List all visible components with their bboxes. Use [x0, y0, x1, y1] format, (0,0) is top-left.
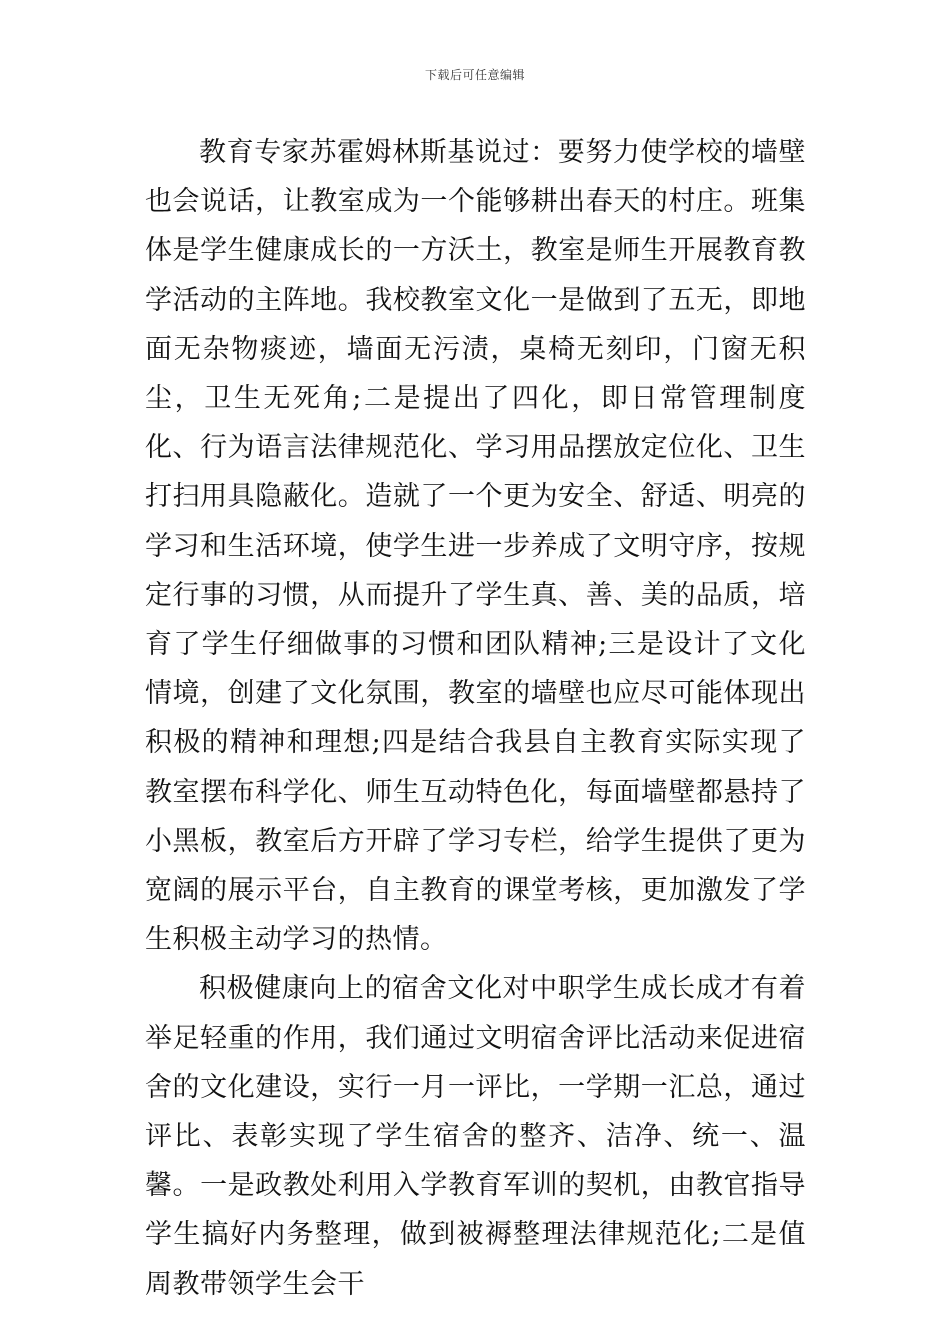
- download-note: 下载后可任意编辑: [424, 68, 525, 82]
- paragraph-classroom-culture: 教育专家苏霍姆林斯基说过：要努力使学校的墙壁也会说话，让教室成为一个能够耕出春天的村庄。班集体是学生健康成长的一方沃土，教室是师生开展教育教学活动的主阵地。我校教室文化一是做到了五无，即地面无杂物痰迹，墙面无污渍，桌椅无刻印，门窗无积尘，卫生无死角;二是提出了四化，即日常管理制度化、行为语言法律规范化、学习用品摆放定位化、卫生打扫用具隐蔽化。造就了一个更为安全、舒适、明亮的学习和生活环境，使学生进一步养成了文明守序，按规定行事的习惯，从而提升了学生真、善、美的品质，培育了学生仔细做事的习惯和团队精神;三是设计了文化情境，创建了文化氛围，教室的墙壁也应尽可能体现出积极的精神和理想;四是结合我县自主教育实际实现了教室摆布科学化、师生互动特色化，每面墙壁都悬持了小黑板，教室后方开辟了学习专栏，给学生提供了更为宽阔的展示平台，自主教育的课堂考核，更加激发了学生积极主动学习的热情。: [145, 137, 806, 956]
- paragraph-dormitory-culture: 积极健康向上的宿舍文化对中职学生成长成才有着举足轻重的作用，我们通过文明宿舍评比活动来促进宿舍的文化建设，实行一月一评比，一学期一汇总，通过评比、表彰实现了学生宿舍的整齐、洁净、统一、温馨。一是政教处利用入学教育军训的契机，由教官指导学生搞好内务整理，做到被褥整理法律规范化;二是值周教带领学生会干: [145, 973, 806, 1300]
- document-body: [145, 128, 806, 1309]
